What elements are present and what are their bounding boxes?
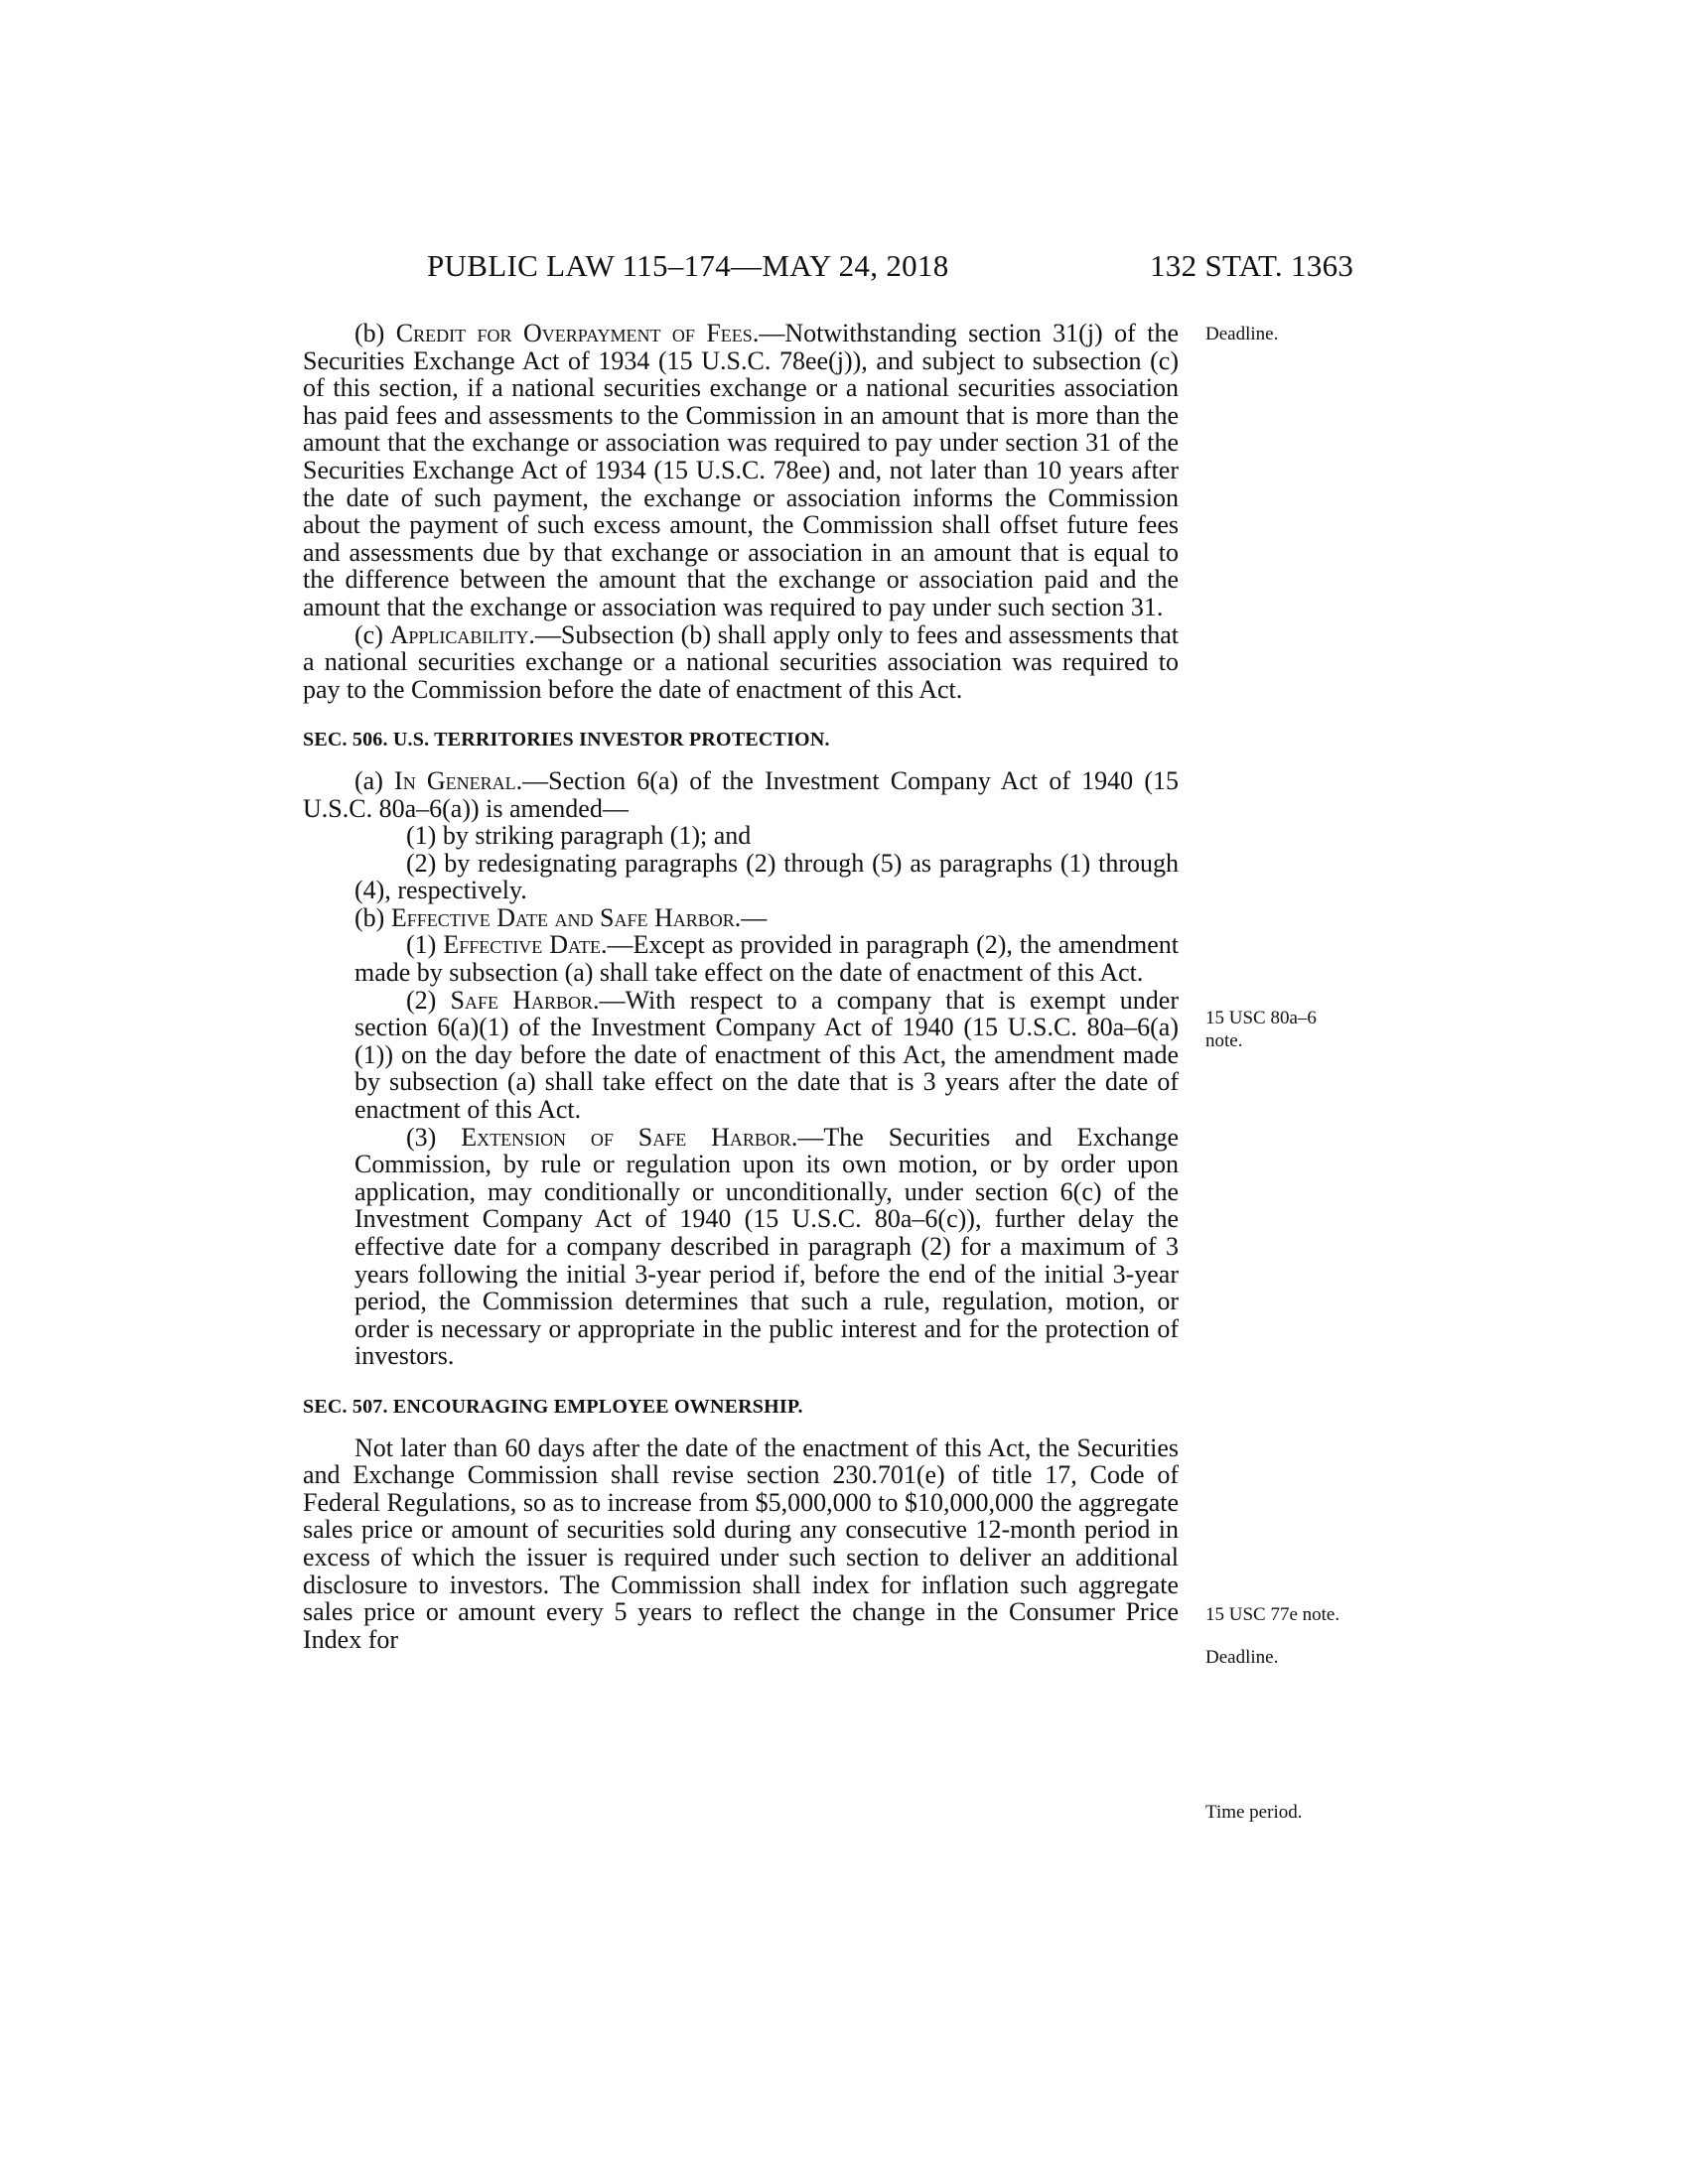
sec506-a-paragraph-1: (1) by striking paragraph (1); and: [406, 821, 752, 851]
subsection-c-text: —Subsection (b) shall apply only to fees and assessments that a national securities exchange or a national securities association was required to pay to the Commission before the date of enactment of this Act.: [303, 619, 1180, 704]
subsection-b-credit: (b) Credit for Overpayment of Fees.—Notwithstanding section 31(j) of the Securities Exchange Act of 1934 (15 U.S.C. 78ee(j)), and subject to subsection (c) of this section, if a national securities exchange or a national securities association has paid fees and assessments to the Commission in an amount that is more than the amount that the exchange or association was required to pay under section 31 of the Securities Exchange Act of 1934 (15 U.S.C. 78ee) and, not later than 10 years after the date of such payment, the exchange or association informs the Commission about the payment of such excess amount, the Commission shall offset future fees and assessments due by that exchange or association in an amount that is equal to the difference between the amount that the exchange or association paid and the amount that the exchange or association was required to pay under such section 31.: [303, 319, 1179, 621]
section-506-heading: SEC. 506. U.S. TERRITORIES INVESTOR PROTECTION.: [303, 729, 830, 751]
sec506-a-text: —Section 6(a) of the Investment Company Act of 1940 (15 U.S.C. 80a–6(a)) is amended—: [303, 765, 1179, 823]
sec506-subsection-a: (a) In General.—Section 6(a) of the Investment Company Act of 1940 (15 U.S.C. 80a–6(a)) is amended—: [303, 765, 1179, 823]
section-507-heading: SEC. 507. ENCOURAGING EMPLOYEE OWNERSHIP.: [303, 1395, 803, 1418]
margin-note-deadline: Deadline.: [1205, 324, 1279, 344]
statute-page-number: 132 STAT. 1363: [1150, 248, 1354, 283]
sec506-b3-text: —The Securities and Exchange Commission, by rule or regulation upon its own motion, or by order upon application, may conditionally or unconditionally, under section 6(c) of the Investment Company Act of 1940 (15 U.S.C. 80a–6(c)), further delay the effective date for a company described in paragraph (2) for a maximum of 3 years following the initial 3-year period if, before the end of the initial 3-year period, the Commission determines that such a rule, regulation, motion, or order is necessary or appropriate in the public interest and for the protection of investors.: [354, 1122, 1179, 1371]
sec506-b-heading: Effective Date and Safe Harbor: [390, 902, 735, 932]
document-body: [303, 320, 1179, 1653]
margin-note-time-period: Time period.: [1205, 1802, 1303, 1823]
subsection-b-heading: Credit for Overpayment of Fees: [395, 319, 753, 347]
sec506-b1-text: —Except as provided in paragraph (2), the amendment made by subsection (a) shall take effect on the date of enactment of this Act.: [354, 930, 1179, 988]
subsection-c-heading: Applicability: [389, 619, 529, 649]
sec506-b1-heading: Effective Date: [443, 930, 602, 960]
margin-note-deadline-2: Deadline.: [1205, 1647, 1279, 1668]
running-header-title: PUBLIC LAW 115–174—MAY 24, 2018: [427, 248, 949, 283]
margin-note-usc-80a-6: 15 USC 80a–6: [1205, 1008, 1317, 1028]
subsection-b-text: —Notwithstanding section 31(j) of the Securities Exchange Act of 1934 (15 U.S.C. 78ee(j)), and subject to subsection (c) of this section, if a national securities exchange or a national securities association has paid fees and assessments to the Commission in an amount that is more than the amount that the exchange or association was required to pay under section 31 of the Securities Exchange Act of 1934 (15 U.S.C. 78ee) and, not later than 10 years after the date of such payment, the exchange or association informs the Commission about the payment of such excess amount, the Commission shall offset future fees and assessments due by that exchange or association in an amount that is equal to the difference between the amount that the exchange or association paid and the amount that the exchange or association was required to pay under such section 31.: [303, 319, 1179, 621]
sec506-a-paragraph-2: (2) by redesignating paragraphs (2) through (5) as paragraphs (1) through (4), respectively.: [354, 848, 1179, 905]
sec506-subsection-b: (b) Effective Date and Safe Harbor.—: [354, 902, 768, 932]
sec506-a-heading: In General: [394, 765, 516, 795]
margin-note-usc-80a-6-note: note.: [1205, 1030, 1243, 1051]
sec506-b3-heading: Extension of Safe Harbor: [461, 1122, 791, 1152]
margin-note-usc-77e: 15 USC 77e note.: [1205, 1604, 1340, 1625]
sec506-b-paragraph-3: (3) Extension of Safe Harbor.—The Securities and Exchange Commission, by rule or regulation upon its own motion, or by order upon application, may conditionally or unconditionally, under section 6(c) of the Investment Company Act of 1940 (15 U.S.C. 80a–6(c)), further delay the effective date for a company described in paragraph (2) for a maximum of 3 years following the initial 3-year period if, before the end of the initial 3-year period, the Commission determines that such a rule, regulation, motion, or order is necessary or appropriate in the public interest and for the protection of investors.: [354, 1122, 1179, 1371]
sec506-b2-heading: Safe Harbor: [450, 985, 594, 1015]
sec506-b-paragraph-1: (1) Effective Date.—Except as provided in paragraph (2), the amendment made by subsection (a) shall take effect on the date of enactment of this Act.: [354, 930, 1179, 988]
sec506-b-paragraph-2: (2) Safe Harbor.—With respect to a company that is exempt under section 6(a)(1) of the Investment Company Act of 1940 (15 U.S.C. 80a–6(a)(1)) on the day before the date of enactment of this Act, the amendment made by subsection (a) shall take effect on the date that is 3 years after the date of enactment of this Act.: [354, 985, 1179, 1125]
sec506-b2-text: —With respect to a company that is exempt under section 6(a)(1) of the Investment Company Act of 1940 (15 U.S.C. 80a–6(a)(1)) on the day before the date of enactment of this Act, the amendment made by subsection (a) shall take effect on the date that is 3 years after the date of enactment of this Act.: [354, 985, 1179, 1125]
sec507-text: Not later than 60 days after the date of the enactment of this Act, the Securities and Exchange Commission shall revise section 230.701(e) of title 17, Code of Federal Regulations, so as to increase from $5,000,000 to $10,000,000 the aggregate sales price or amount of securities sold during any consecutive 12-month period in excess of which the issuer is required under such section to deliver an additional disclosure to investors. The Commission shall index for inflation such aggregate sales price or amount every 5 years to reflect the change in the Consumer Price Index for: [303, 1433, 1179, 1654]
subsection-c-applicability: (c) Applicability.—Subsection (b) shall apply only to fees and assessments that a national securities exchange or a national securities association was required to pay to the Commission before the date of enactment of this Act.: [303, 619, 1180, 704]
